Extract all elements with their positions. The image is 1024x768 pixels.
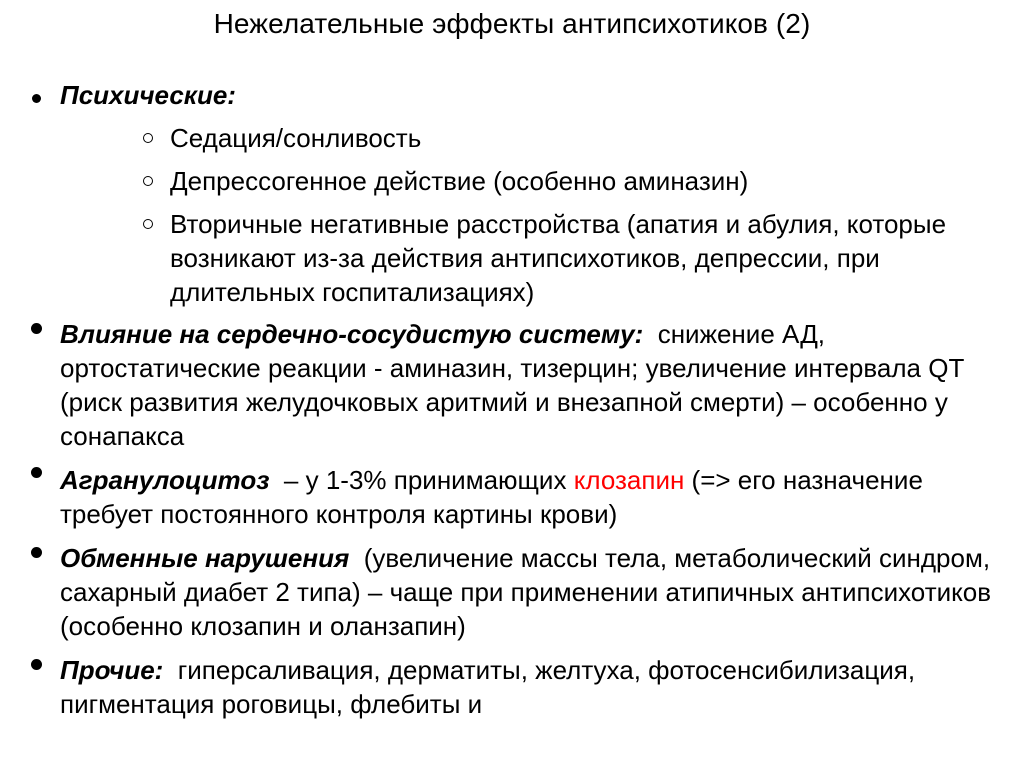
highlighted-drug-name: клозапин <box>573 465 685 495</box>
bullet-dot-icon <box>31 323 42 334</box>
bullet-heading: Психические: <box>60 80 236 110</box>
sub-bullet-item <box>60 207 1016 309</box>
bullet-text: (=> его назначение требует постоянного контроля картины крови) <box>60 465 923 529</box>
bullet-heading: Прочие: <box>60 655 164 685</box>
hollow-circle-bullet-icon <box>143 176 153 186</box>
bullet-text: гиперсаливация, дерматиты, желтуха, фотосенсибилизация, пигментация роговицы, флебиты и <box>60 655 923 719</box>
bullet-text: снижение АД, ортостатические реакции - аминазин, тизерцин; увеличение интервала QT (риск развития желудочковых аритмий и внезапной смерти) – особенно у сонапакса <box>60 319 972 451</box>
bullet-heading: Влияние на сердечно-сосудистую систему: <box>60 319 644 349</box>
hollow-circle-bullet-icon <box>143 133 153 143</box>
slide-title: Нежелательные эффекты антипсихотиков (2) <box>213 8 811 39</box>
bullet-dot-icon <box>31 659 42 670</box>
sub-bullet-list <box>60 121 1016 309</box>
bullet-item-cardiovascular <box>0 317 1024 453</box>
bullet-dot-icon <box>31 547 42 558</box>
sub-bullet-text: Вторичные негативные расстройства (апатия и абулия, которые возникают из-за действия антипсихотиков, депрессии, при длительных госпитализациях) <box>170 209 947 307</box>
sub-bullet-text: Депрессогенное действие (особенно аминазин) <box>170 166 749 196</box>
sub-bullet-text: Седация/сонливость <box>170 123 422 153</box>
bullet-item-psychic <box>0 78 1024 309</box>
bullet-item-metabolic <box>0 541 1024 643</box>
bullet-heading: Агранулоцитоз <box>60 465 270 495</box>
bullet-item-other <box>0 653 1024 721</box>
bullet-list <box>0 78 1024 731</box>
bullet-text: (увеличение массы тела, метаболический синдром, сахарный диабет 2 типа) – чаще при применении атипичных антипсихотиков (особенно клозапин и оланзапин) <box>60 543 999 641</box>
bullet-heading: Обменные нарушения <box>60 543 350 573</box>
bullet-dot-icon <box>31 467 42 478</box>
sub-bullet-item <box>60 121 1016 155</box>
bullet-item-agranulocytosis <box>0 463 1024 531</box>
bullet-dot-icon <box>32 94 41 103</box>
bullet-text: – у 1-3% принимающих <box>269 465 574 495</box>
sub-bullet-item <box>60 164 1016 198</box>
hollow-circle-bullet-icon <box>143 219 153 229</box>
